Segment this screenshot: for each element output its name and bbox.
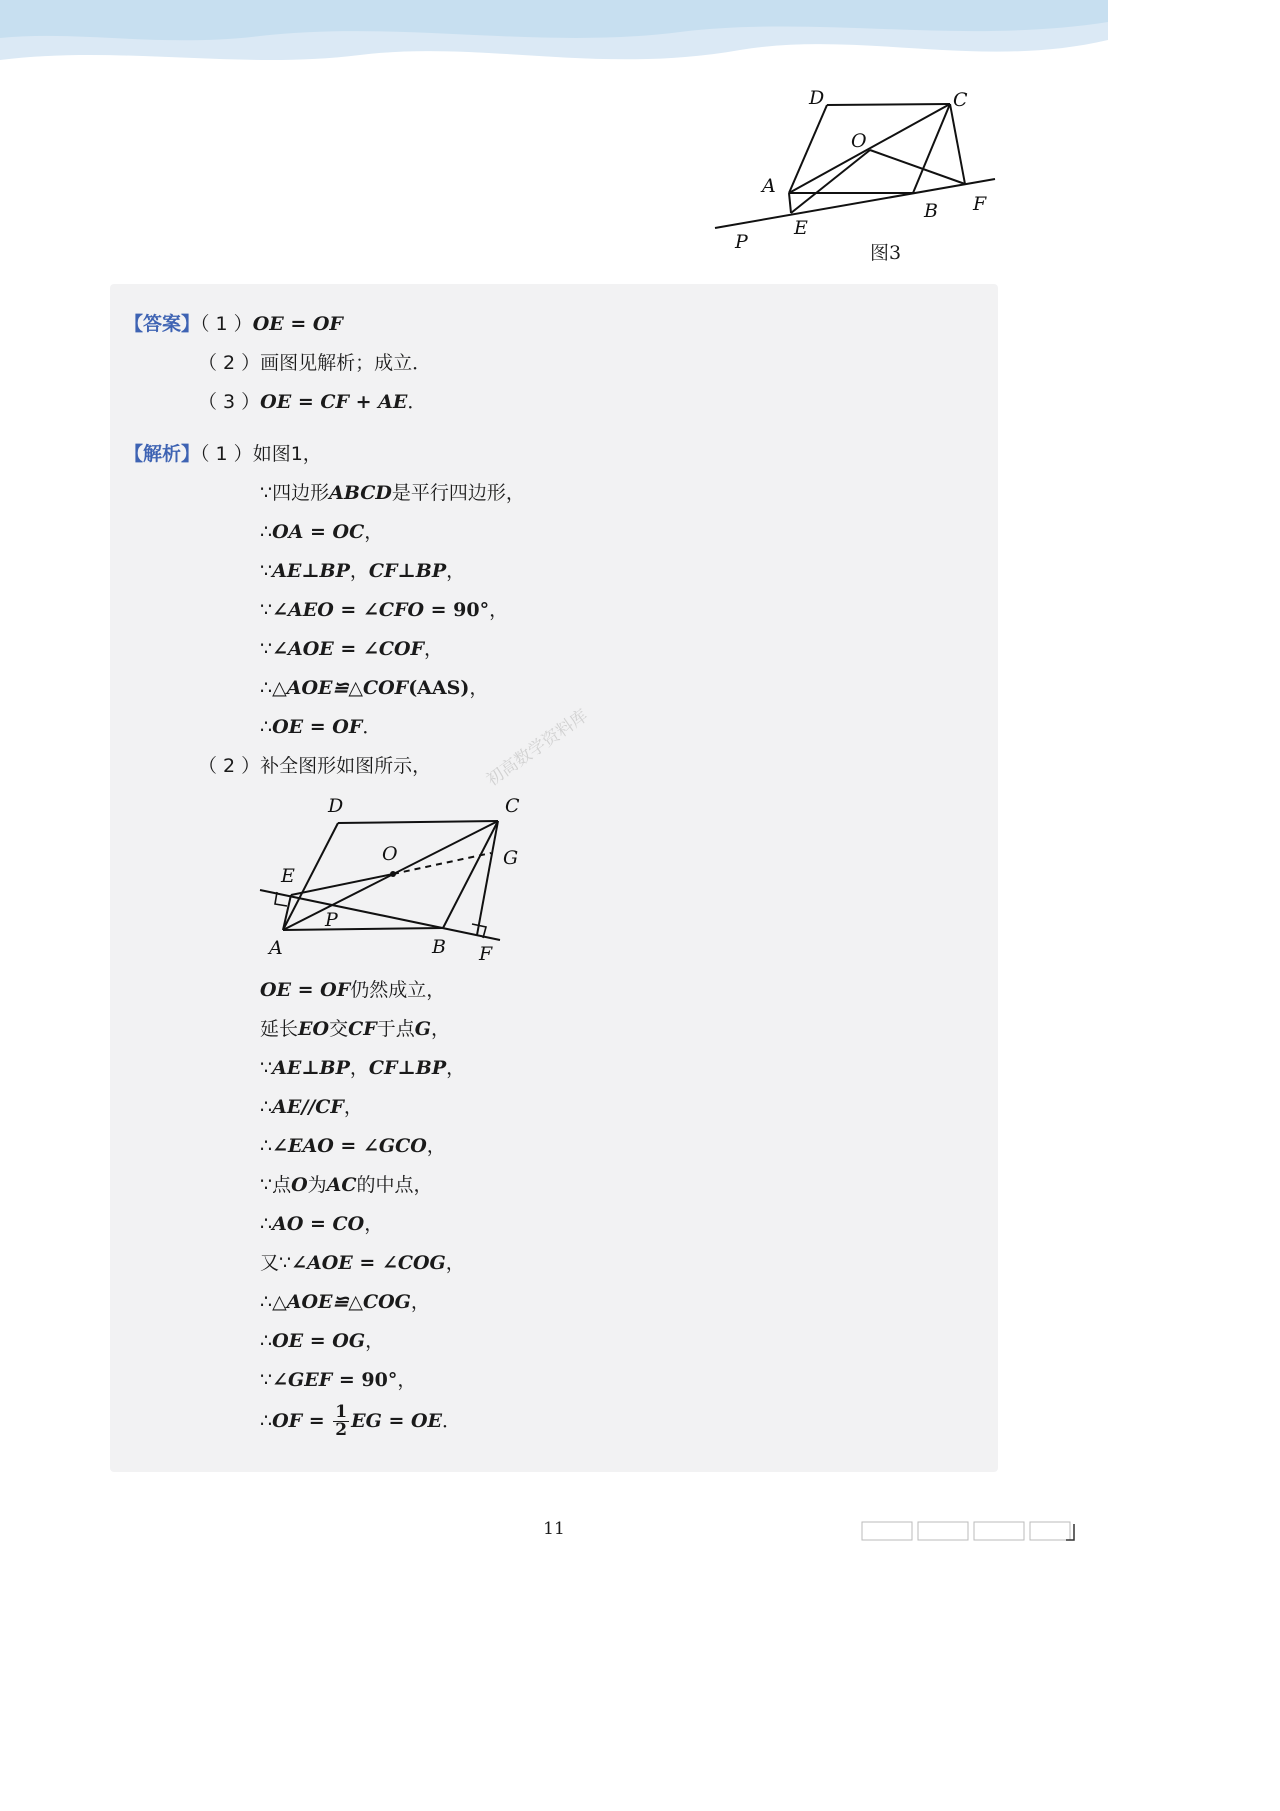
analysis-step: ∴△AOE≌△COF(AAS)， xyxy=(260,677,489,699)
segment-ab xyxy=(283,928,443,930)
analysis-step: ∴∠EAO = ∠GCO， xyxy=(260,1135,446,1157)
analysis-step: ∵四边形ABCD是平行四边形， xyxy=(260,482,525,504)
segment-cb xyxy=(913,104,950,193)
fig2-label-f: F xyxy=(479,943,493,965)
fig3-label-d: D xyxy=(809,87,825,109)
page-number: 11 xyxy=(543,1519,565,1539)
figure-part2-diagram xyxy=(255,790,535,970)
analysis-step: ∵点O为AC的中点， xyxy=(260,1174,433,1196)
fraction-one-half: $\frac{1}{2}$ xyxy=(335,1402,348,1440)
segment-ae xyxy=(283,895,291,930)
analysis-part2-row xyxy=(198,752,431,780)
line-ef-extended xyxy=(260,890,500,940)
fig2-label-e: E xyxy=(281,865,295,887)
watermark-text: 初高数学资料库 xyxy=(482,705,592,791)
analysis-step: ∵∠AOE = ∠COF， xyxy=(260,638,444,660)
answer-tag: 【答案】 xyxy=(124,313,201,335)
analysis-final-step: ∴OF = $\frac{1}{2}$ EG = OE． xyxy=(260,1402,462,1440)
fig2-label-a: A xyxy=(269,937,283,959)
analysis-tag: 【解析】 xyxy=(124,443,201,465)
answer-part1-number: （ 1 ） xyxy=(200,313,253,335)
answer-part1-math: OE = OF xyxy=(252,313,343,335)
fig3-label-a: A xyxy=(762,175,776,197)
analysis-step: ∵AE⊥BP，CF⊥BP， xyxy=(260,560,466,582)
answer-row-3 xyxy=(198,388,426,416)
segment-ad xyxy=(789,105,827,193)
figure-3-caption: 图3 xyxy=(870,242,902,264)
fig3-label-e: E xyxy=(794,217,808,239)
analysis-step: ∴△AOE≌△COG， xyxy=(260,1291,430,1313)
answer-part2-text: 画图见解析；成立． xyxy=(260,352,432,374)
analysis-step: ∴AE//CF， xyxy=(260,1096,363,1118)
analysis-step: ∵AE⊥BP，CF⊥BP， xyxy=(260,1057,466,1079)
fig2-label-p: P xyxy=(325,909,338,931)
analysis-step: ∴OE = OF． xyxy=(260,716,382,738)
line-pf xyxy=(715,179,995,228)
corner-decoration xyxy=(860,1518,1085,1546)
segment-dc xyxy=(338,821,498,823)
figure-3-diagram xyxy=(705,80,1005,270)
fig2-label-g: G xyxy=(503,847,519,869)
analysis-part1-intro: 如图1， xyxy=(252,443,322,465)
fig3-label-b: B xyxy=(924,200,938,222)
analysis-part1-number: （ 1 ） xyxy=(200,443,253,465)
fig3-label-p: P xyxy=(735,231,748,253)
analysis-part2-intro: 补全图形如图所示， xyxy=(260,755,432,777)
fig2-label-o: O xyxy=(382,843,398,865)
analysis-step: ∴AO = CO， xyxy=(260,1213,384,1235)
segment-of xyxy=(870,150,965,184)
answer-part3-math: OE = CF + AE xyxy=(260,391,408,413)
fig3-label-c: C xyxy=(953,89,968,111)
analysis-step: 又∵∠AOE = ∠COG， xyxy=(260,1252,465,1274)
segment-cb xyxy=(443,821,498,928)
segment-cf xyxy=(477,821,498,935)
analysis-step: 延长EO交CF于点G， xyxy=(260,1018,450,1040)
segment-cf xyxy=(950,104,965,184)
answer-row-2 xyxy=(198,349,431,377)
segment-ae xyxy=(789,193,791,213)
fig2-label-d: D xyxy=(328,795,344,817)
point-o xyxy=(390,871,396,877)
analysis-step: OE = OF仍然成立， xyxy=(260,979,446,1001)
analysis-step: ∴OE = OG， xyxy=(260,1330,385,1352)
fig2-label-b: B xyxy=(432,936,446,958)
fig3-label-f: F xyxy=(973,193,987,215)
fig3-label-o: O xyxy=(851,130,867,152)
analysis-part2-number: （ 2 ） xyxy=(198,755,261,777)
segment-dc xyxy=(827,104,950,105)
analysis-header-row xyxy=(124,440,322,468)
fig2-label-c: C xyxy=(505,795,520,817)
analysis-step: ∵∠AEO = ∠CFO = 90°， xyxy=(260,599,509,621)
answer-part2-number: （ 2 ） xyxy=(198,352,261,374)
analysis-step: ∵∠GEF = 90°， xyxy=(260,1369,417,1391)
answer-part3-number: （ 3 ） xyxy=(198,391,261,413)
analysis-step: ∴OA = OC， xyxy=(260,521,384,543)
answer-part3-end: ． xyxy=(407,391,427,413)
segment-ac xyxy=(789,104,950,193)
header-wave-decoration xyxy=(0,0,1108,90)
answer-row-1 xyxy=(124,310,343,338)
